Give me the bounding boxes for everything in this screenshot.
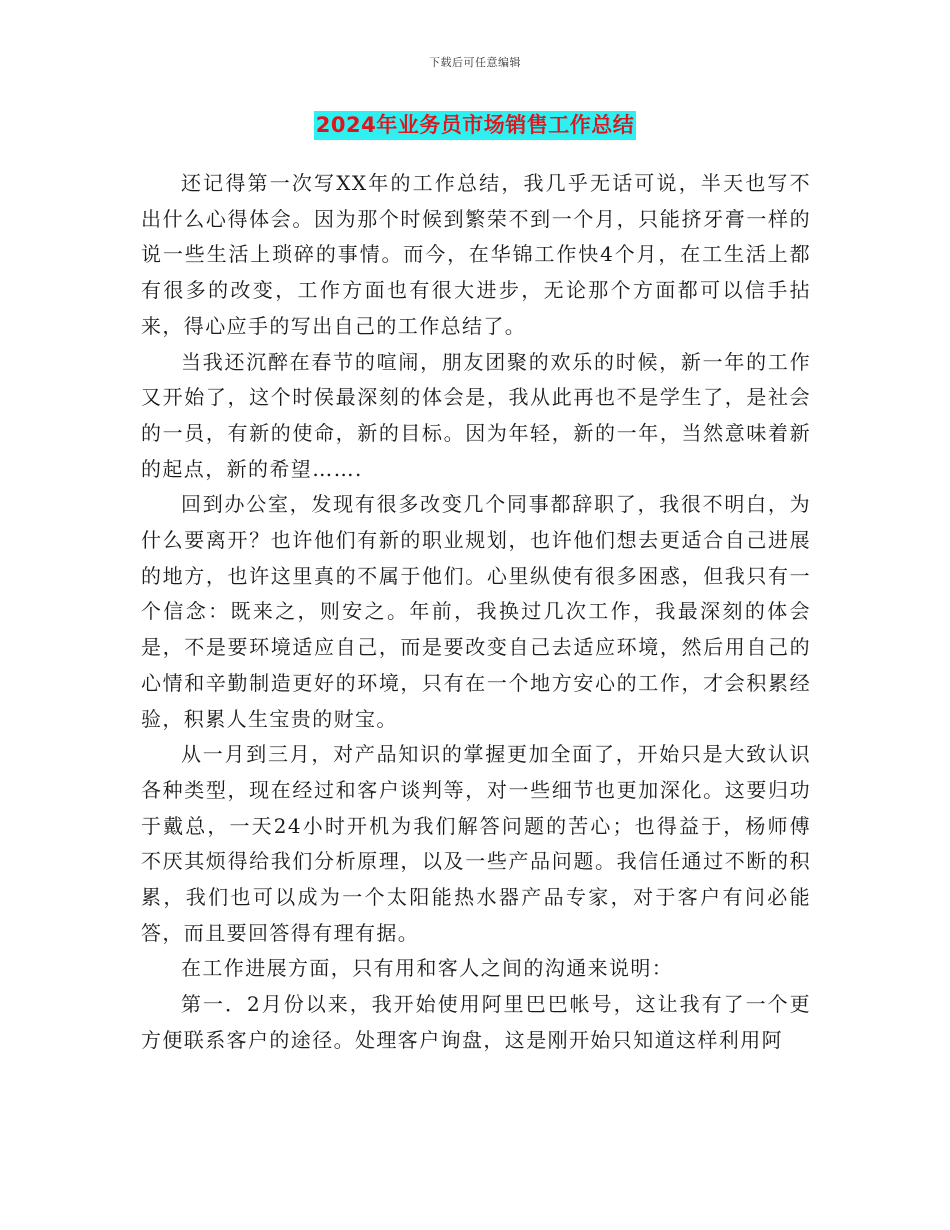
document-title: 2024年业务员市场销售工作总结 bbox=[314, 111, 636, 140]
title-container bbox=[0, 111, 950, 140]
paragraph-product-knowledge: 从一月到三月，对产品知识的掌握更加全面了，开始只是大致认识各种类型，现在经过和客户谈判等，对一些细节也更加深化。这要归功于戴总，一天24小时开机为我们解答问题的苦心；也得益于，杨师傅不厌其烦得给我们分析原理，以及一些产品问题。我信任通过不断的积累，我们也可以成为一个太阳能热水器产品专家，对于客户有问必能答，而且要回答得有理有据。 bbox=[141, 742, 811, 945]
document-body bbox=[141, 166, 811, 1059]
paragraph-new-year: 当我还沉醉在春节的喧闹，朋友团聚的欢乐的时候，新一年的工作又开始了，这个时侯最深刻的体会是，我从此再也不是学生了，是社会的一员，有新的使命，新的目标。因为年轻，新的一年，当然意味着新的起点，新的希望……. bbox=[141, 349, 811, 481]
page-header-note: 下载后可任意编辑 bbox=[429, 56, 521, 69]
paragraph-progress-intro: 在工作进展方面，只有用和客人之间的沟通来说明： bbox=[181, 956, 674, 981]
paragraph-first-point: 第一．2月份以来，我开始使用阿里巴巴帐号，这让我有了一个更方便联系客户的途径。处理客户询盘，这是刚开始只知道这样利用阿 bbox=[141, 992, 811, 1052]
paragraph-office: 回到办公室，发现有很多改变几个同事都辞职了，我很不明白，为什么要离开？也许他们有新的职业规划，也许他们想去更适合自己进展的地方，也许这里真的不属于他们。心里纵使有很多困惑，但我只有一个信念：既来之，则安之。年前，我换过几次工作，我最深刻的体会是，不是要环境适应自己，而是要改变自己去适应环境，然后用自己的心情和辛勤制造更好的环境，只有在一个地方安心的工作，才会积累经验，积累人生宝贵的财宝。 bbox=[141, 492, 811, 731]
paragraph-intro: 还记得第一次写XX年的工作总结，我几乎无话可说，半天也写不出什么心得体会。因为那个时候到繁荣不到一个月，只能挤牙膏一样的说一些生活上琐碎的事情。而今，在华锦工作快4个月，在工生活上都有很多的改变，工作方面也有很大进步，无论那个方面都可以信手拈来，得心应手的写出自己的工作总结了。 bbox=[141, 171, 811, 338]
